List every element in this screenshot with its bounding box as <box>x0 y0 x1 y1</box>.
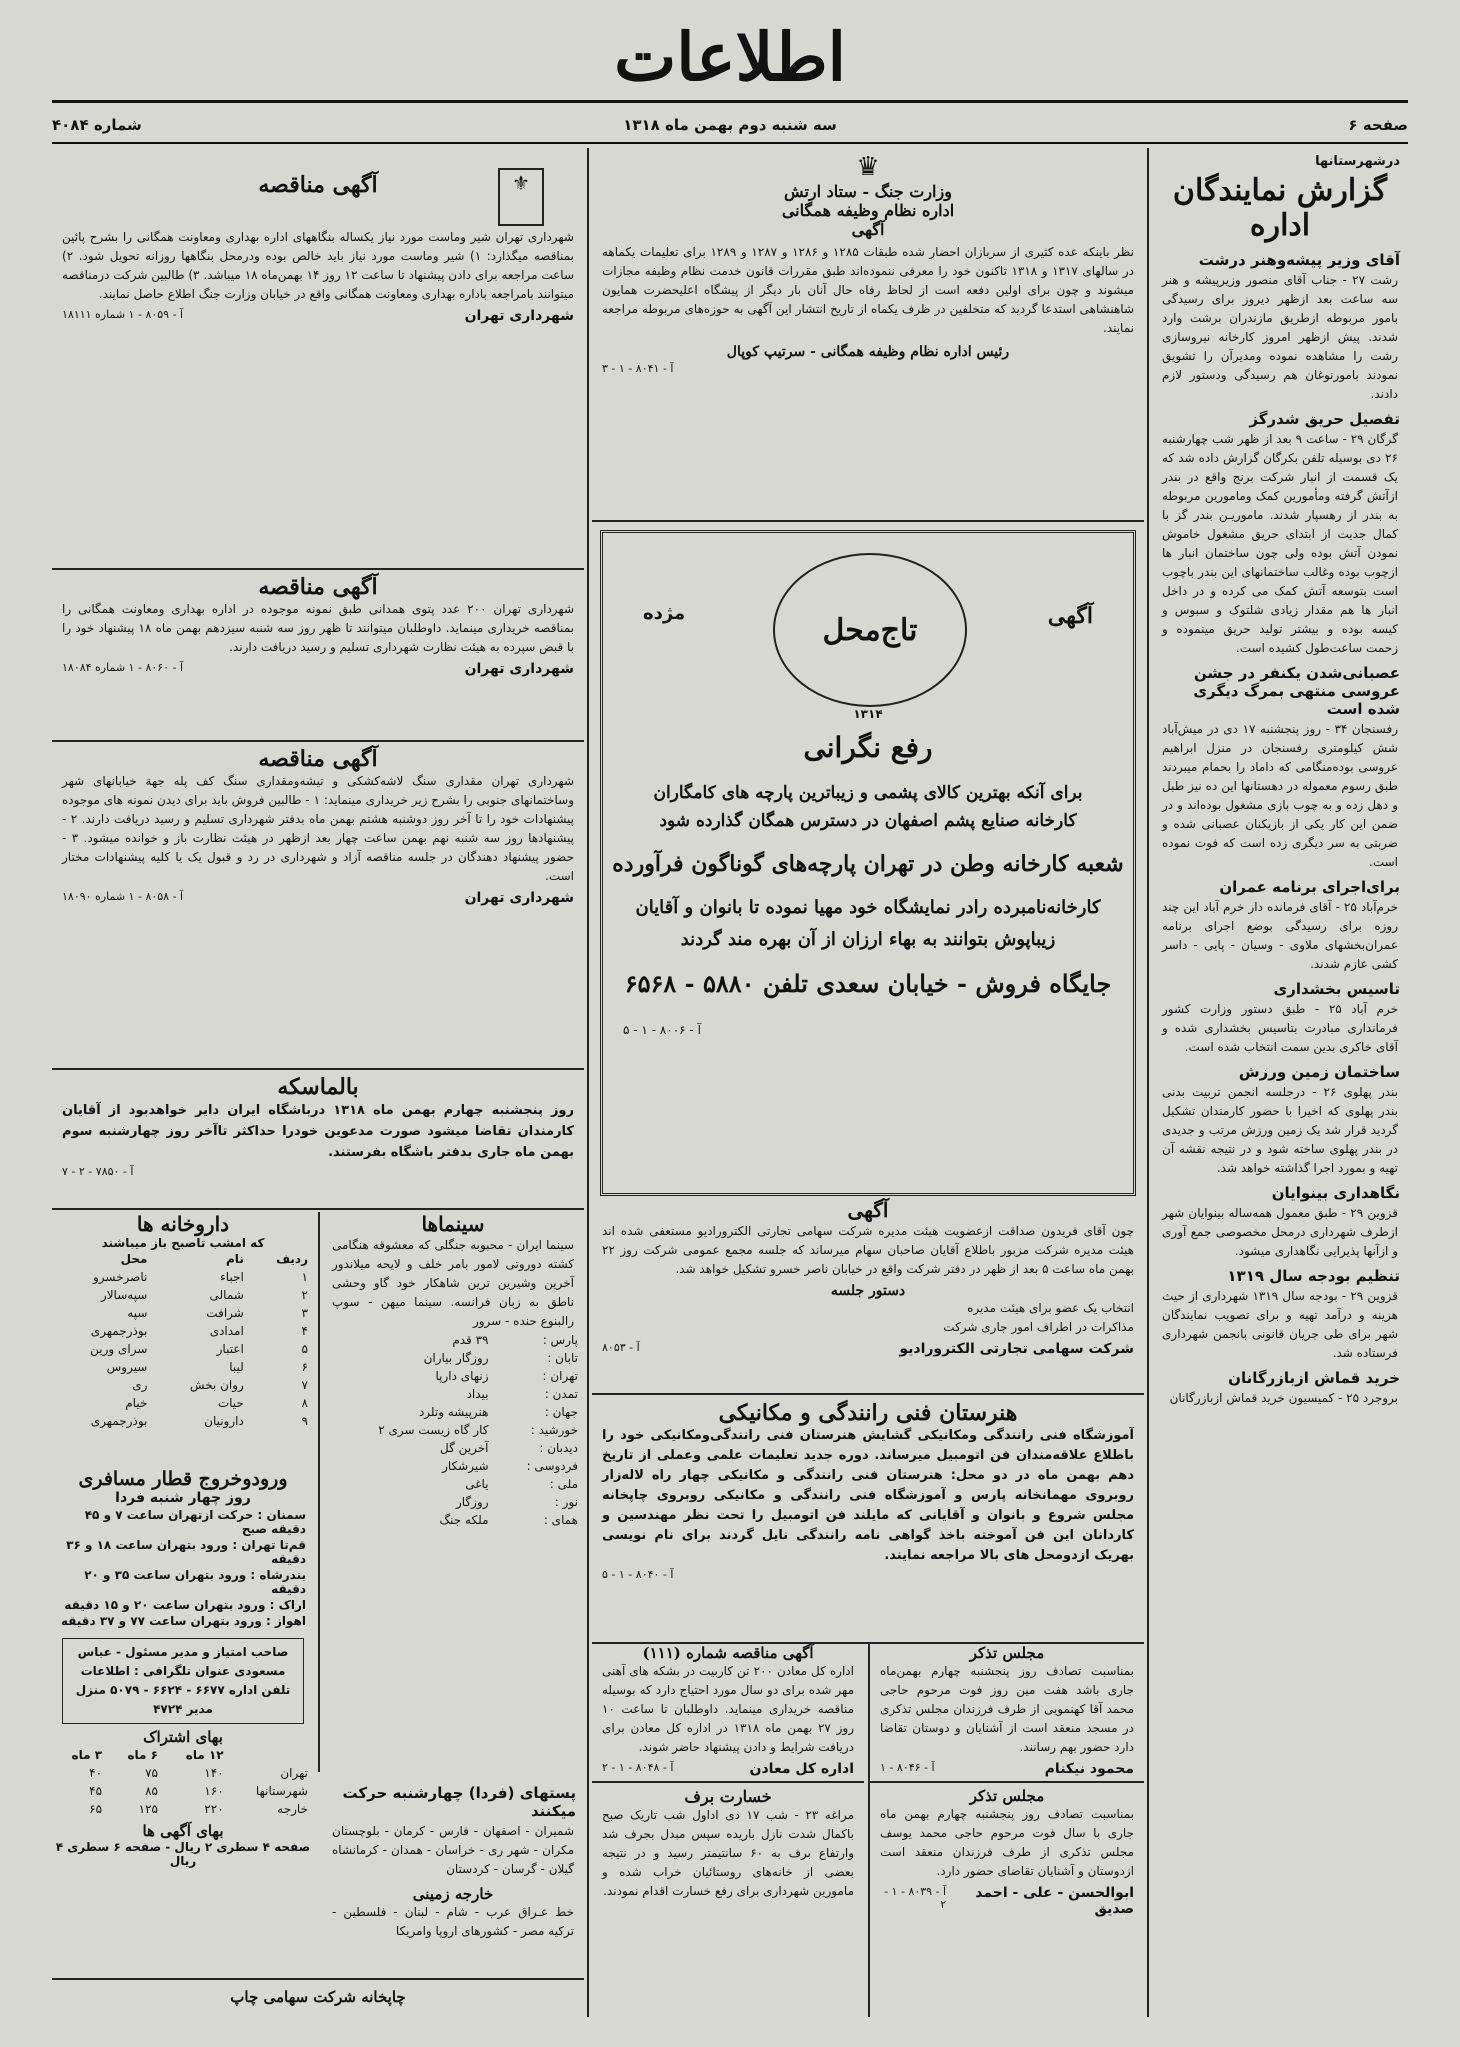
table-row <box>322 1511 584 1529</box>
story-title: برای‌اجرای برنامه عمران <box>1219 878 1400 896</box>
story-body: رفسنجان ۳۴ - روز پنجشنبه ۱۷ دی در میش‌آباد شش کیلومتری رفسنجان در منزل ابراهیم عروسی بوده‌منگامی که داماد را بحمام میبردند طبق رسوم معموله در دهستانها این ده نیز طبل و دهل زده و به چوب بازی مشغول بوده‌اند و در ضمن این کار یکی از بازیکنان عصبانی شده و ضربتی به سر دیگری زده است که فوت نموده است. <box>1162 722 1399 869</box>
subcolumn-left <box>592 1644 864 2017</box>
table-cell: خیام <box>125 1396 148 1410</box>
story-title: آقای وزیر پیشه‌وهنر درشت <box>1198 251 1400 269</box>
dateline-rule <box>52 142 1408 144</box>
notice-label: آگهی <box>847 1198 889 1222</box>
memorial-code: آ - ۸۰۳۹ - ۱ - ۲ <box>884 1885 947 1911</box>
masthead-logo: اطلاعات <box>614 18 846 96</box>
tender-dairy <box>52 148 584 568</box>
cinema-name: جهان : <box>544 1405 578 1419</box>
army-notice <box>592 152 1144 522</box>
section-divider <box>52 740 584 742</box>
notice-code: آ - ۷۸۵۰ - ۲ - ۷ <box>62 1165 134 1178</box>
table-cell: لیبا <box>229 1360 244 1374</box>
story-body: گرگان ۲۹ - ساعت ۹ بعد از ظهر شب چهارشنبه ۲۶ دی بوسیله تلفن بکرگان گزارش داده شد که یک قسمت از انبار شرکت برنج واقع در بندر ازآتش گرفته ومأمورین کمک ومامورین مربوطه به بندر از رهسپار شدند. ماموریـن بندر گز با کمال جدیت از ابتدای حریق مشغول خاموش نمودن آتش بوده ولی چون ساختمان انبار ها ازچوب بوده وغالب ساختمانهای این بندر باچوب است بتوسعه آتش کمک می کرده و در داخل انبار ها هم مقدار زیادی شلتوک و سبوس و کیسه بوده و بیشتر تولید حریق مینموده و زحمت ساعت‌طول کشیده است. <box>1162 432 1398 655</box>
ad-line: شعبه کارخانه وطن در تهران پارچه‌های گوناگون فرآورده <box>612 851 1124 877</box>
train-row: سمنان : حرکت ازتهران ساعت ۷ و ۴۵ دقیقه صبح <box>84 1508 306 1536</box>
column-announcements <box>52 148 584 2017</box>
table-row <box>322 1367 584 1385</box>
table-cell: ۴۰ <box>89 1766 103 1780</box>
ad-body: آموزشگاه فنی رانندگی ومکانیکی گشایش هنرستان فنی رانندگی‌ومکانیکی خود را باطلاع علاقه‌مندان فن اتومبیل میرساند. دوره جدید تعلیمات علمی وعملی از تاریخ دهم بهمن ماه در دو محل: هنرستان فنی رانندگی و مکانیکی چهار راه لاله‌زار روبروی مهمانخانه پارس و آموزشگاه فنی رانندگی و مکانیکی روبروی چاپخانه مجلس شروع و بانوان و آقایانی که مایلند فن اتومبیل را تحت نظر مهندسین و کاردانان این فن آموخته باخذ گواهی نامه رانندگی نایل گردند برای نام نویسی بهریک ازدومحل های بالا مراجعه نمایند. <box>602 1428 1134 1563</box>
masthead <box>0 18 1460 96</box>
tender-signature <box>602 1761 854 1777</box>
memorial-code: آ - ۸۰۴۶ - ۱ <box>880 1761 935 1774</box>
signature-name: شهرداری تهران <box>464 308 574 324</box>
post-body: شمیران - اصفهان - فارس - کرمان - بلوچستان مکران - شهر ری - خراسان - همدان - کرمانشاه گیلان - گرسان - کردستان <box>332 1824 574 1876</box>
table-cell: ۲ <box>301 1288 308 1302</box>
notice-body: چون آقای فریدون صداقت ازعضویت هیئت مدیره شرکت سهامی تجارتی الکترورادیو مستعفی شده اند هیئت مدیره شرکت مزبور باطلاع آقایان صاحبان سهام میرساند که جلسه مجمع عمومی شرکت روز ۲۲ بهمن ماه ساعت ۵ بعد از ظهر در دفتر شرکت واقع در خیابان ناصر خسرو تشکیل خواهد شد. <box>602 1224 1134 1276</box>
signature-name: محمود نیکنام <box>1044 1761 1134 1777</box>
table-cell: ۸ <box>301 1396 308 1410</box>
pharmacies-subtitle: که امشب تاصبح باز میباشند <box>101 1236 265 1250</box>
ministry-name: وزارت جنگ - ستاد ارتش <box>784 182 952 201</box>
notice-body: روز پنجشنبه چهارم بهمن ماه ۱۳۱۸ درباشگاه ایران دایر خواهدبود از آقایان کارمندان تقاضا میشود صورت مدعوین خودرا حداکثر تاآخر روز چهارشنبه سوم بهمن ماه جاری بدفتر باشگاه بفرستند. <box>62 1103 574 1160</box>
table-row <box>52 1304 314 1322</box>
cinema-film: شیرشکار <box>442 1459 489 1473</box>
page-number: صفحه ۶ <box>1348 116 1408 134</box>
table-row <box>322 1493 584 1511</box>
table-cell: ۱۴۰ <box>204 1766 224 1780</box>
cinemas-title: سینماها <box>421 1212 485 1236</box>
pharmacies-title: داروخانه ها <box>136 1212 230 1236</box>
column-divider <box>868 1644 870 2017</box>
table-cell: ۹ <box>301 1414 308 1428</box>
tender-code: آ - ۸۰۶۰ - ۱ شماره ۱۸۰۸۴ <box>62 661 184 674</box>
section-divider <box>52 568 584 570</box>
cinema-film: آخرین گل <box>440 1441 489 1455</box>
table-cell: ۴۵ <box>89 1784 103 1798</box>
taj-mahal-ad <box>600 530 1136 1196</box>
tender-signature <box>62 890 574 906</box>
cinema-name: تهران : <box>542 1369 578 1383</box>
table-cell: سپه‌سالار <box>100 1288 148 1302</box>
dateline <box>52 112 1408 140</box>
table-row <box>52 1376 314 1394</box>
table-cell: شرافت <box>206 1306 244 1320</box>
notice-signature <box>602 1341 1134 1357</box>
train-subtitle: روز چهار شنبه فردا <box>115 1490 251 1506</box>
story-title: تفصیل حریق شدرگز <box>1249 410 1400 428</box>
tender-title: آگهی مناقصه شماره (۱۱۱) <box>642 1644 814 1662</box>
ad-address: جایگاه فروش - خیابان سعدی تلفن ۵۸۸۰ - ۶۵۶۸ <box>624 969 1112 998</box>
table-cell: تهران <box>280 1766 308 1780</box>
crest-icon: ⚜ <box>498 168 544 226</box>
story-body: رشت ۲۷ - جناب آقای منصور وزیرپیشه و هنر سه ساعت بعد ازظهر دیروز برای رسیدگی بامور مربوطه ازطریق مازندران برشت وارد شدند. پیش ازظهر امروز کارخانه نیروسازی رشت را مشاهده نموده ومدیرآن را تشویق نمودند بامورنوغان هم رسیدگی ودستور لازم دادند. <box>1162 273 1398 401</box>
table-cell: ۸۵ <box>145 1784 158 1798</box>
signature-name: شهرداری تهران <box>464 661 574 677</box>
table-cell: ۷ <box>301 1378 308 1392</box>
story-title: نگاهداری بینوایان <box>1271 1184 1400 1202</box>
table-cell: شمالی <box>209 1288 244 1302</box>
notice-label: آگهی <box>851 220 885 239</box>
tender-code: آ - ۸۰۵۹ - ۱ شماره ۱۸۱۱۱ <box>62 308 184 321</box>
story-title: تنظیم بودجه سال ۱۳۱۹ <box>1227 1267 1400 1285</box>
table-cell: ناصرخسرو <box>93 1270 148 1284</box>
cinema-film: ملکه جنگ <box>439 1513 489 1527</box>
subscription-title: بهای اشتراک <box>143 1728 223 1746</box>
masquerade-notice <box>52 1074 584 1202</box>
tender-body: اداره کل معادن ۲۰۰ تن کاربیت در بشکه های آهنی مهر شده برای دو سال مورد احتیاج دارد که بوسیله مناقصه خریداری مینماید. داوطلبان تا ساعت ۱۰ روز ۲۷ بهمن ماه ۱۳۱۸ در اداره کل معادن برای دریافت شرایط و دادن پیشنهاد حاضر شوند. <box>602 1664 854 1754</box>
column-divider <box>1147 148 1149 2017</box>
memorial-title: مجلس تذکر <box>969 1644 1045 1662</box>
table-cell: ۵ <box>301 1342 308 1356</box>
section-divider <box>52 1068 584 1070</box>
brand-emblem-icon <box>773 553 967 707</box>
printer-name: چاپخانه شرکت سهامی چاپ <box>230 1988 406 2006</box>
tender-body: شهرداری تهران ۲۰۰ عدد پتوی همدانی طبق نمونه موجوده در اداره بهداری ومعاونت همگانی را بمناقصه خریداری مینماید. داوطلبان میتوانند تا ظهر روز سه شنبه سیزدهم بهمن ماه ۱۸ پیشنهاد خود را با قبض سپرده به هیئت نظارت شهرداری تسلیم و رسید دریافت دارند. <box>62 602 574 654</box>
table-cell: بوذرجمهری <box>90 1414 148 1428</box>
post-title: پستهای (فردا) چهارشنبه حرکت میکنند <box>342 1784 576 1820</box>
memorial-signature <box>880 1885 1134 1917</box>
section-headline: گزارش نمایندگان اداره <box>1172 173 1388 243</box>
table-row <box>52 1412 314 1430</box>
crown-emblem-icon: ♛ <box>856 152 880 182</box>
train-row: بندرشاه : ورود بتهران ساعت ۳۵ و ۲۰ دقیقه <box>84 1568 306 1596</box>
issue-number: شماره ۴۰۸۴ <box>52 116 142 134</box>
table-cell: ری <box>132 1378 148 1392</box>
table-cell: ۲۲۰ <box>204 1802 224 1816</box>
table-cell: حیات <box>217 1396 244 1410</box>
table-row <box>52 1764 314 1782</box>
tender-title: آگهی مناقصه <box>258 172 378 198</box>
table-cell: دارونیان <box>204 1414 244 1428</box>
tender-stones <box>52 746 584 1036</box>
subscription-table <box>52 1746 314 1818</box>
section-divider <box>52 1208 584 1210</box>
table-row <box>52 1800 314 1818</box>
memorial-signature <box>880 1761 1134 1777</box>
story-title: خسارت برف <box>684 1787 772 1806</box>
issue-date: سه شنبه دوم بهمن ماه ۱۳۱۸ <box>623 116 837 134</box>
table-cell: ۱۲۵ <box>138 1802 158 1816</box>
table-cell: ۶ <box>301 1360 308 1374</box>
table-cell: اعتبار <box>216 1342 244 1356</box>
ad-line: کارخانه‌نامبرده رادر نمایشگاه خود مهیا نموده تا بانوان و آقایان <box>635 897 1101 918</box>
tender-body: شهرداری تهران شیر وماست مورد نیاز یکساله بنگاههای اداره بهداری ومعاونت همگانی را بشرح پائین بمناقصه میگذارد: ۱) شیر وماست مورد نیاز باید خالص بوده ودرمحل بنگاهها روزانه تحویل شود. ۲) ساعت مراجعه برای دادن پیشنهاد تا ساعت ۱۲ روز ۱۴ بهمن‌ماه ۱۸ میباشد. ۳) طالبین شرکت درمناقصه میتوانند بامراجعه باداره بهداری ومعاونت همگانی واقع در خیابان وزارت جنگ اطلاع حاصل نمایند. <box>62 230 574 301</box>
pharmacies-listing <box>52 1212 314 1462</box>
ad-code: آ - ۸۰۰۶ - ۱ - ۵ <box>623 1023 701 1037</box>
tender-blankets <box>52 574 584 734</box>
story-title: تاسیس بخشداری <box>1273 980 1400 998</box>
memorial-body: بمناسبت تصادف روز پنجشنبه چهارم بهمن‌ماه جاری باشد هفت مین روز فوت مرحوم حاجی محمد آقا کهنمویی از طرف فرزندان مجلس تذکری در مسجد منعقد است از آشنایان و دوستان تقاضا دارد حضور بهم رسانند. <box>880 1664 1134 1754</box>
table-row <box>52 1394 314 1412</box>
table-row <box>52 1340 314 1358</box>
table-cell: ۶۵ <box>89 1802 103 1816</box>
ad-label: آگهی <box>1047 603 1093 629</box>
train-title: ورودوخروج قطار مسافری <box>78 1468 288 1490</box>
agenda-item: انتخاب یک عضو برای هیئت مدیره <box>967 1301 1134 1315</box>
table-cell: روان بخش <box>189 1378 244 1392</box>
table-row <box>322 1385 584 1403</box>
ad-headline: هنرستان فنی رانندگی و مکانیکی <box>718 1400 1018 1426</box>
ad-price-body: صفحه ۴ سطری ۲ ریال - صفحه ۶ سطری ۴ ریال <box>55 1840 311 1868</box>
tender-code: آ - ۸۰۴۸ - ۱ - ۲ <box>602 1761 674 1774</box>
brand-emblem-text: تاج‌محل <box>822 612 918 648</box>
tender-title: آگهی مناقصه <box>258 746 378 772</box>
table-header: ۳ ماه <box>71 1748 103 1762</box>
company-name: شرکت سهامی تجارتی الکترورادیو <box>899 1341 1134 1357</box>
tender-code: آ - ۸۰۵۸ - ۱ شماره ۱۸۰۹۰ <box>62 890 184 903</box>
table-header: محل <box>120 1252 148 1266</box>
ad-code: آ - ۸۰۴۰ - ۱ - ۵ <box>602 1568 674 1581</box>
column-divider <box>587 148 589 2017</box>
table-cell: ۱ <box>301 1270 308 1284</box>
ad-line: کارخانه صنایع پشم اصفهان در دسترس همگان گذارده شود <box>659 811 1077 831</box>
section-divider <box>592 520 1144 522</box>
agenda-item: مذاکرات در اطراف امور جاری شرکت <box>943 1320 1134 1334</box>
table-cell: سرای ورین <box>90 1342 148 1356</box>
column-notices <box>592 148 1144 2017</box>
column-divider <box>318 1212 320 1772</box>
table-row <box>322 1457 584 1475</box>
brand-year: ۱۳۱۴ <box>853 707 883 721</box>
driving-school-ad <box>592 1400 1144 1640</box>
cinema-name: دیدبان : <box>539 1441 578 1455</box>
table-cell: سپه <box>127 1306 148 1320</box>
publisher-box <box>52 1638 314 1968</box>
cinema-film: هنرپیشه وتلرد <box>418 1405 489 1419</box>
story-body: بندر پهلوی ۲۶ - درجلسه انجمن تربیت بدنی بندر پهلوی که اخیرا با حضور کارمندان تشکیل گردید قرار شد یک زمین ورزش مرتب و جدیدی در بندر پهلوی ساخته شود و در نتیجه نقشه آن تهیه و بمورد اجرا گذاشته خواهد شد. <box>1162 1085 1399 1175</box>
table-cell: سیروس <box>106 1360 148 1374</box>
cinema-film: بیداد <box>466 1387 489 1401</box>
cinema-name: فردوسی : <box>526 1459 578 1473</box>
signature-name: اداره کل معادن <box>749 1761 854 1777</box>
table-cell: امدادی <box>209 1324 244 1338</box>
story-body: خرم‌آباد ۲۵ - آقای فرمانده دار خرم آباد این چند روزه برای رسیدگی بوضع اجرای برنامه عمران‌بخشهای ملاوی - وسیان - پایی - داسر کشی عازم شدند. <box>1162 900 1398 971</box>
table-cell: بوذرجمهری <box>90 1324 148 1338</box>
cinema-name: پارس : <box>542 1333 578 1347</box>
notice-code: آ - ۸۰۵۳ <box>602 1341 640 1354</box>
table-row <box>322 1421 584 1439</box>
story-body: خرم آباد ۲۵ - طبق دستور وزارت کشور فرمانداری مبادرت بتاسیس بخشداری شده و آقای خاکری بدین سمت انتخاب شده است. <box>1162 1002 1398 1054</box>
ad-line: برای آنکه بهترین کالای پشمی و زیباترین پارچه های کامگاران <box>653 783 1083 803</box>
ad-price-title: بهای آگهی ها <box>142 1822 224 1840</box>
table-cell: شهرستانها <box>255 1784 308 1798</box>
story-title: خرید قماش ازبازرگانان <box>1228 1369 1400 1387</box>
cinemas-listing <box>322 1212 584 1772</box>
foreign-body: خط عـراق عرب - شام - لبنان - فلسطین - ترکیه مصر - کشورهای اروپا وامریکا <box>332 1905 574 1938</box>
train-schedule <box>52 1468 314 1628</box>
story-title: ساختمان زمین ورزش <box>1238 1063 1400 1081</box>
table-header: ۱۲ ماه <box>185 1748 224 1762</box>
notice-title: بالماسکه <box>277 1074 359 1100</box>
table-header: ردیف <box>276 1252 308 1266</box>
ad-line: زیباپوش بتوانند به بهاء ارزان از آن بهره مند گردند <box>680 929 1056 950</box>
tender-signature <box>62 308 574 324</box>
tender-body: شهرداری تهران مقداری سنگ لاشه‌کشکی و تیشه‌ومقداری سنگ کف پله جهة خیابانهای شهر وساختمانهای جنوبی را بشرح زیر خریداری مینماید: ۱ - طالبین فروش باید برای دیدن نمونه های موجوده پیشنهادات خود را تا آخر روز دوشنبه هشتم بهمن ماه بدفتر شهرداری تسلیم و رسید دریافت دارند. ۲ - پیشنهادها روز سه شنبه نهم بهمن ساعت چهار بعد ازظهر در هیئت نظارت باز و خوانده میشود. ۳ - حضور پیشنهاد دهندگان در جلسه مناقصه آزاد و شهرداری در رد و قبول یک یا کلیه پیشنهادات مختار است. <box>62 774 575 883</box>
foreign-title: خارجه زمینی <box>412 1885 494 1903</box>
table-row <box>322 1331 584 1349</box>
cinema-film: ۳۹ قدم <box>452 1333 489 1347</box>
table-row <box>52 1782 314 1800</box>
train-row: اهواز : ورود بتهران ساعت ۷۷ و ۳۷ دقیقه <box>60 1614 306 1628</box>
table-cell: ۳ <box>301 1306 308 1320</box>
table-header: نام <box>226 1252 244 1266</box>
signature-name: شهرداری تهران <box>464 890 574 906</box>
cinema-name: نور : <box>554 1495 578 1509</box>
train-row: قم‌تا تهران : ورود بتهران ساعت ۱۸ و ۳۶ دقیقه <box>66 1538 306 1566</box>
section-divider <box>592 1781 864 1783</box>
subcolumn-right <box>870 1644 1144 2017</box>
cinema-film: روزگار <box>455 1495 489 1509</box>
cinemas-table <box>322 1331 584 1529</box>
office-name: اداره نظام وظیفه همگانی <box>781 201 955 220</box>
post-schedule <box>322 1778 584 1978</box>
pharmacies-table <box>52 1250 314 1430</box>
train-row: اراک : ورود بتهران ساعت ۲۰ و ۱۵ دقیقه <box>64 1598 306 1612</box>
memorial-title: مجلس تذکر <box>969 1787 1045 1805</box>
cinemas-body: سینما ایران - محبوبه جنگلی که معشوقه هنگامی کشته دوروتی لامور بامر خلف و لایحه میلاندور آخرین وشیرین ترین شاهکار خود گاو وحشی ناطق به زبان فرانسه. سینما میهن - سوپ رالبنوع حنده - سرور <box>332 1238 574 1328</box>
column-provinces <box>1152 148 1408 2017</box>
memorial-body: بمناسبت تصادف روز پنجشنبه چهارم بهمن ماه جاری با سال فوت مرحوم حاجی محمد یوسف مجلس تذکری از طرف فرزندان منعقد است ازدوستان و آشنایان تقاضای حضور دارد. <box>880 1807 1134 1878</box>
signature-name: ابوالحسن - علی - احمد صدیق <box>975 1885 1134 1917</box>
cinema-film: کار گاه زیست سری ۲ <box>378 1423 489 1437</box>
tender-signature <box>62 661 574 677</box>
table-row <box>322 1475 584 1493</box>
table-row <box>52 1268 314 1286</box>
section-divider <box>52 1978 584 1980</box>
table-cell: خارجه <box>277 1802 308 1816</box>
ad-headline: رفع نگرانی <box>803 731 933 764</box>
table-row <box>52 1358 314 1376</box>
story-body: بروجرد ۲۵ - کمیسیون خرید قماش ازبازرگانان <box>1169 1391 1398 1405</box>
ad-good-news: مژده <box>643 603 686 624</box>
table-cell: ۱۶۰ <box>204 1784 224 1798</box>
cinema-film: یاغی <box>465 1477 489 1491</box>
cinema-name: ملی : <box>549 1477 578 1491</box>
section-divider <box>870 1781 1144 1783</box>
cinema-film: زنهای دارپا <box>435 1369 489 1383</box>
electroradio-notice <box>592 1198 1144 1398</box>
table-row <box>322 1439 584 1457</box>
publisher-info: صاحب امتیاز و مدیر مسئول - عباس مسعودی عنوان تلگرافی : اطلاعات تلفن اداره ۶۶۷۷ - ۶۶۲۴ - ۵۰۷۹ منزل مدیر ۴۷۲۴ <box>62 1638 304 1724</box>
cinema-name: تمدن : <box>544 1387 578 1401</box>
tender-title: آگهی مناقصه <box>258 574 378 600</box>
table-cell: ۴ <box>301 1324 308 1338</box>
table-cell: اجباء <box>220 1270 244 1284</box>
table-row <box>52 1322 314 1340</box>
train-rows <box>52 1508 314 1628</box>
story-body: مراغه ۲۳ - شب ۱۷ دی اداول شب تاریک صبح باکمال شدت نازل باریده سپس مبدل بجرف شد وارتفاع برف به ۶۰ سانتیمتر رسید و در نتیجه بعضی از خانه‌های روستائیان خراب شده و مامورین شهرداری برای رفع خسارت اقدام نمودند. <box>602 1808 855 1898</box>
table-header <box>230 1746 314 1764</box>
cinema-name: تابان : <box>547 1351 578 1365</box>
table-row <box>52 1286 314 1304</box>
notice-body: نظر باینکه عده کثیری از سربازان احضار شده طبقات ۱۲۸۵ و ۱۲۸۶ و ۱۲۸۷ و ۱۲۸۹ برای تعلیمات یکماهه در سالهای ۱۳۱۷ و ۱۳۱۸ تاکنون خود را معرفی ننموده‌اند طبق مقررات قانون خدمت نظام وظیفه مجازات میشوند و چون برای اولین دفعه است از لحاظ رفاه حال آنان بار دیگر از پیشگاه اعلیحضرت همایون شاهنشاهی استدعا گردید که متخلفین در ظرف یکماه از تاریخ انتشار این آگهی به حوزه‌های مربوطه مراجعه نمایند. <box>602 245 1134 335</box>
table-row <box>322 1349 584 1367</box>
table-cell: ۷۵ <box>145 1766 158 1780</box>
section-divider <box>592 1393 1144 1395</box>
cinema-name: خورشید : <box>530 1423 578 1437</box>
cinema-film: روزگار بیاران <box>423 1351 489 1365</box>
story-body: قزوین ۲۹ - طبق معمول همه‌ساله بینوایان شهر ازطرف شهرداری درمحل مخصوصی جمع آوری و ازآنها پذیرایی نگاهداری میشود. <box>1162 1206 1398 1258</box>
table-header: ۶ ماه <box>127 1748 158 1762</box>
table-row <box>322 1403 584 1421</box>
cinema-name: همای : <box>543 1513 578 1527</box>
notice-signature: رئیس اداره نظام وظیفه همگانی - سرتیپ کوپال <box>726 344 1010 360</box>
notice-code: آ - ۸۰۴۱ - ۱ - ۳ <box>602 362 674 375</box>
agenda-title: دستور جلسه <box>830 1283 906 1299</box>
masthead-rule <box>52 100 1408 103</box>
story-body: قزوین ۲۹ - بودجه سال ۱۳۱۹ شهرداری از حیث هزینه و درآمد تهیه و برای تصویب نمایندگان شهر برای طی جریان قانونی بانجمن شهرداری فرستاده شد. <box>1162 1289 1398 1360</box>
story-title: عصبانی‌شدن یکنفر در جشن عروسی منتهی بمرگ دیگری شده است <box>1193 664 1400 718</box>
section-kicker: درشهرستانها <box>1315 154 1400 169</box>
